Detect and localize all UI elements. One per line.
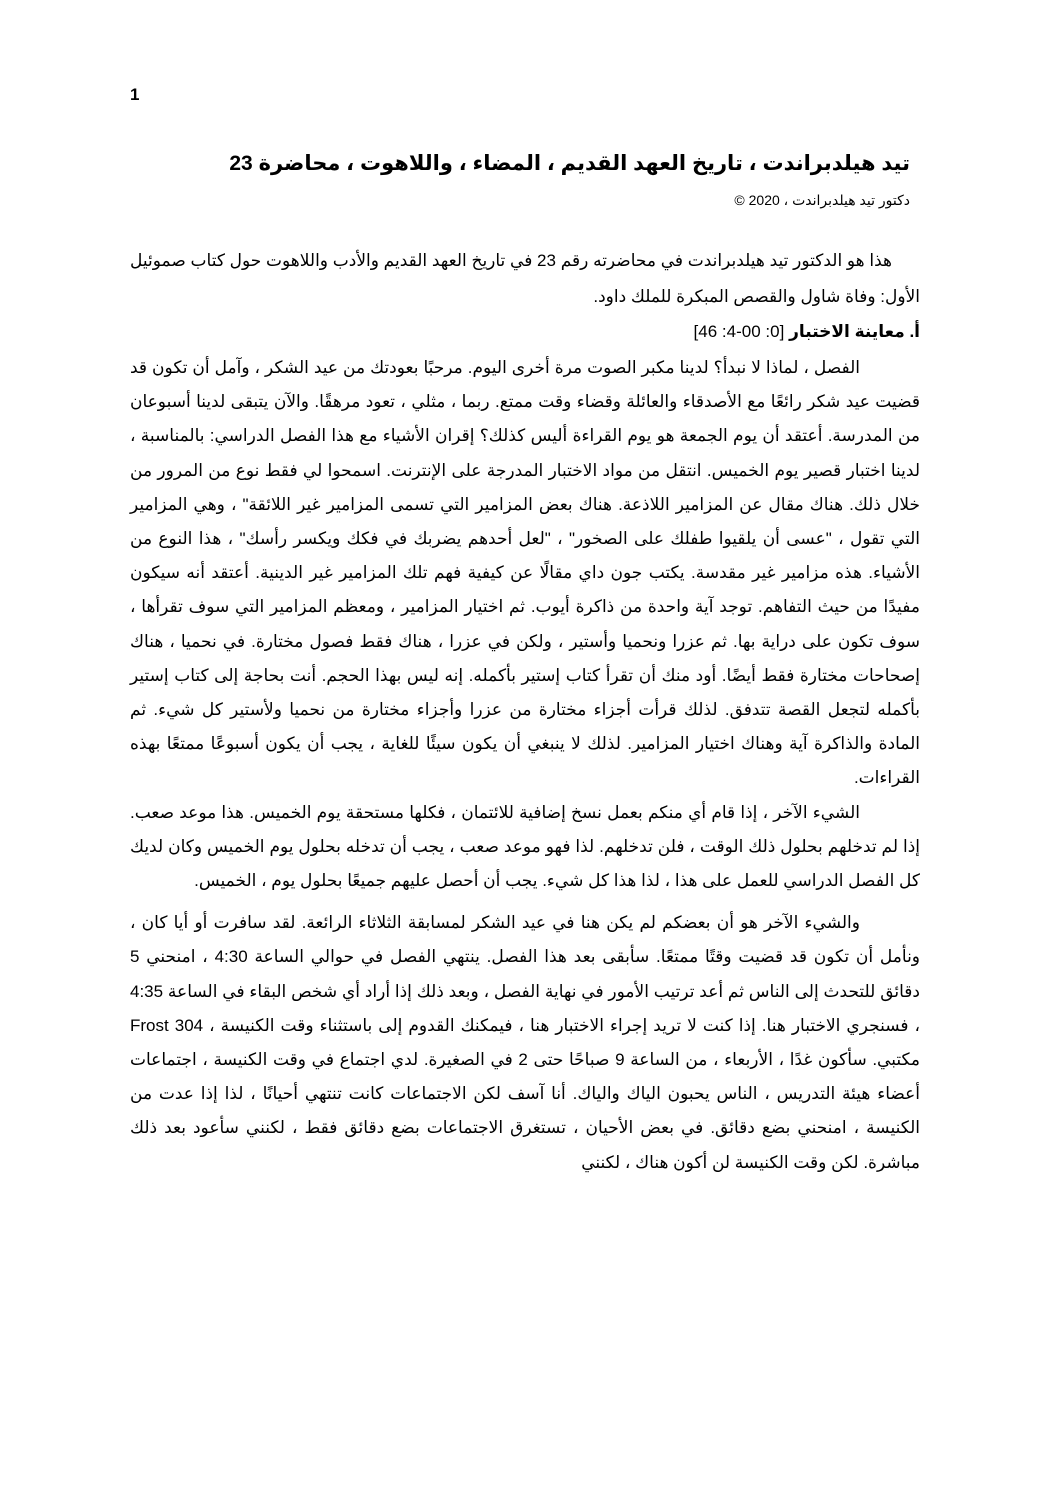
page-number: 1 [130,85,140,104]
body-paragraph: الشيء الآخر ، إذا قام أي منكم بعمل نسخ إضافية للائتمان ، فكلها مستحقة يوم الخميس. هذا موعد صعب. إذا لم تدخلهم بحلول ذلك الوقت ، فلن تدخلهم. لذا فهو موعد صعب ، يجب أن تدخله بحلول يوم الخميس وكان لديك كل الفصل الدراسي للعمل على هذا ، لذا هذا كل شيء. يجب أن أحصل عليهم جميعًا بحلول يوم ، الخميس. [130,802,920,891]
section-heading [130,317,920,347]
body-paragraph: الفصل ، لماذا لا نبدأ؟ لدينا مكبر الصوت مرة أخرى اليوم. مرحبًا بعودتك من عيد الشكر ، وآمل أن تكون قد قضيت عيد شكر رائعًا مع الأصدقاء والعائلة وقضاء وقت ممتع. ربما ، مثلي ، تعود مرهقًا. والآن يتبقى لدينا أسبوعان من المدرسة. أعتقد أن يوم الجمعة هو يوم القراءة أليس كذلك؟ إقران الأشياء مع هذا الفصل الدراسي: بالمناسبة ، لدينا اختبار قصير يوم الخميس. انتقل من مواد الاختبار المدرجة على الإنترنت. اسمحوا لي فقط نوع من المرور من خلال ذلك. هناك مقال عن المزامير اللاذعة. هناك بعض المزامير التي تسمى المزامير غير اللائقة" ، وهي المزامير التي تقول ، "عسى أن يلقيوا طفلك على الصخور" ، "لعل أحدهم يضربك في فكك ويكسر رأسك" ، هذا النوع من الأشياء. هذه مزامير غير مقدسة. يكتب جون داي مقالًا عن كيفية فهم تلك المزامير غير الدينية. أعتقد أنه سيكون مفيدًا من حيث التفاهم. توجد آية واحدة من ذاكرة أيوب. ثم اختيار المزامير ، ومعظم المزامير التي سوف تقرأها ، سوف تكون على دراية بها. ثم عزرا ونحميا وأستير ، ولكن في عزرا ، هناك فقط فصول مختارة. في نحميا ، هناك إصحاحات مختارة فقط أيضًا. أود منك أن تقرأ كتاب إستير بأكمله. إنه ليس بهذا الحجم. أنت بحاجة إلى كتاب إستير بأكمله لتجعل القصة تتدفق. لذلك قرأت أجزاء مختارة من عزرا وأجزاء مختارة من نحميا ولأستير كل شيء. ثم المادة والذاكرة آية وهناك اختيار المزامير. لذلك لا ينبغي أن يكون سيئًا للغاية ، يجب أن يكون أسبوعًا ممتعًا بهذه القراءات. [130,358,920,788]
document-title: تيد هيلدبراندت ، تاريخ العهد القديم ، المضاء ، واللاهوت ، محاضرة 23 [229,152,910,175]
copyright-line: دكتور تيد هيلدبراندت ، 2020 © [734,192,910,208]
body-paragraph: والشيء الآخر هو أن بعضكم لم يكن هنا في عيد الشكر لمسابقة الثلاثاء الرائعة. لقد سافرت أو أيا كان ، ونأمل أن تكون قد قضيت وقتًا ممتعًا. سأبقى بعد هذا الفصل. ينتهي الفصل في حوالي الساعة 4:30 ، امنحني 5 دقائق للتحدث إلى الناس ثم أعد ترتيب الأمور في نهاية الفصل ، وبعد ذلك إذا أراد أي شخص البقاء في الساعة 4:35 ، فسنجري الاختبار هنا. إذا كنت لا تريد إجراء الاختبار هنا ، فيمكنك القدوم إلى باستثناء وقت الكنيسة ، Frost 304 مكتبي. سأكون غدًا ، الأربعاء ، من الساعة 9 صباحًا حتى 2 في الصغيرة. لدي اجتماع في وقت الكنيسة ، اجتماعات أعضاء هيئة التدريس ، الناس يحبون الياك والياك. أنا آسف لكن الاجتماعات كانت تنتهي أحيانًا ، لذا إذا عدت من الكنيسة ، امنحني بضع دقائق. في بعض الأحيان ، تستغرق الاجتماعات بضع دقائق فقط ، لكنني سأعود بعد ذلك مباشرة. لكن وقت الكنيسة لن أكون هناك ، لكنني [130,913,921,1172]
document-body [130,150,920,1180]
section-timestamp: [0: 00-4: 46] [693,322,785,341]
intro-paragraph: هذا هو الدكتور تيد هيلدبراندت في محاضرته رقم 23 في تاريخ العهد القديم والأدب واللاهوت حول كتاب صموئيل الأول: وفاة شاول والقصص المبكرة للملك داود. [130,251,920,306]
section-heading-label: أ. معاينة الاختبار [789,322,920,341]
